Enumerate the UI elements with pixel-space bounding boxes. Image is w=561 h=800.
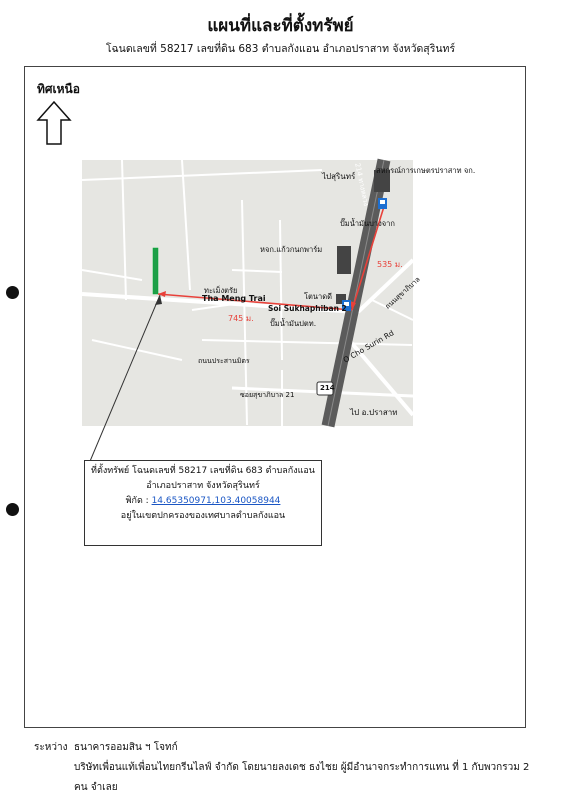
label-tha-meng-trai: Tha Meng Trai	[202, 294, 266, 303]
footer-party-1: ธนาคารออมสิน ฯ โจทก์	[74, 742, 178, 753]
callout-line-1: ที่ตั้งทรัพย์ โฉนดเลขที่ 58217 เลขที่ดิน 683 ตำบลกังแอน	[91, 466, 315, 476]
binder-hole	[6, 286, 19, 299]
label-to-surin: ไปสุรินทร์	[322, 172, 356, 181]
label-kanom-road: ถนนสุขาภิบาล	[383, 275, 422, 311]
label-distance-745: 745 ม.	[228, 314, 254, 323]
footer	[34, 738, 529, 798]
label-gas-ptt: ปั๊มน้ำมันปตท.	[270, 319, 317, 328]
label-route-214-top: 214 ทางหลวง	[353, 162, 371, 207]
callout-coords-row	[85, 494, 321, 509]
label-route-214: 214	[320, 384, 335, 392]
label-distance-535: 535 ม.	[377, 260, 403, 269]
label-gas-bangchak: ปั๊มน้ำมันบางจาก	[340, 219, 395, 228]
callout-coord-label: พิกัด :	[125, 496, 149, 506]
north-arrow-icon	[36, 100, 72, 146]
location-map	[82, 160, 476, 426]
footer-party-2: บริษัทเพื่อนแท้เพื่อนไทยกรีนไลฟ์ จำกัด โดยนายลงเดช ธงไชย ผู้มีอำนาจกระทำการแทน ที่ 1 กับพวกรวม 2	[74, 762, 530, 773]
footer-between-label: ระหว่าง	[34, 742, 68, 753]
label-road-left: ถนนประสานมิตร	[198, 357, 250, 365]
callout-coords-link[interactable]: 14.65350971,103.40058944	[151, 496, 281, 506]
label-to-prasat: ไป อ.ปราสาท	[350, 408, 398, 417]
footer-party-2-cont: คน จำเลย	[74, 782, 118, 793]
label-soi-sukhaphiban: Soi Sukhaphiban 2	[268, 304, 347, 313]
page-subtitle: โฉนดเลขที่ 58217 เลขที่ดิน 683 ตำบลกังแอน อำเภอปราสาท จังหวัดสุรินทร์	[105, 43, 456, 55]
label-road-bottom: ซอยสุขาภิบาล 21	[240, 391, 295, 399]
binder-hole	[6, 503, 19, 516]
page-title: แผนที่และที่ตั้งทรัพย์	[207, 16, 354, 36]
label-market: โตนาดดี	[304, 292, 332, 301]
property-callout	[84, 460, 322, 546]
label-junction: หจก.แก้วกนกพาร์ม	[260, 245, 323, 254]
label-tha-meng-trai-th: ทะเม็งตรัย	[204, 286, 238, 295]
label-coop: สหกรณ์การเกษตรปราสาท จก.	[376, 166, 476, 175]
north-label: ทิศเหนือ	[37, 82, 80, 96]
label-o-cho-surin: O Cho Surin Rd	[341, 328, 396, 365]
callout-line-2: อำเภอปราสาท จังหวัดสุรินทร์	[146, 481, 260, 491]
callout-line-4: อยู่ในเขตปกครองของเทศบาลตำบลกังแอน	[120, 511, 286, 521]
